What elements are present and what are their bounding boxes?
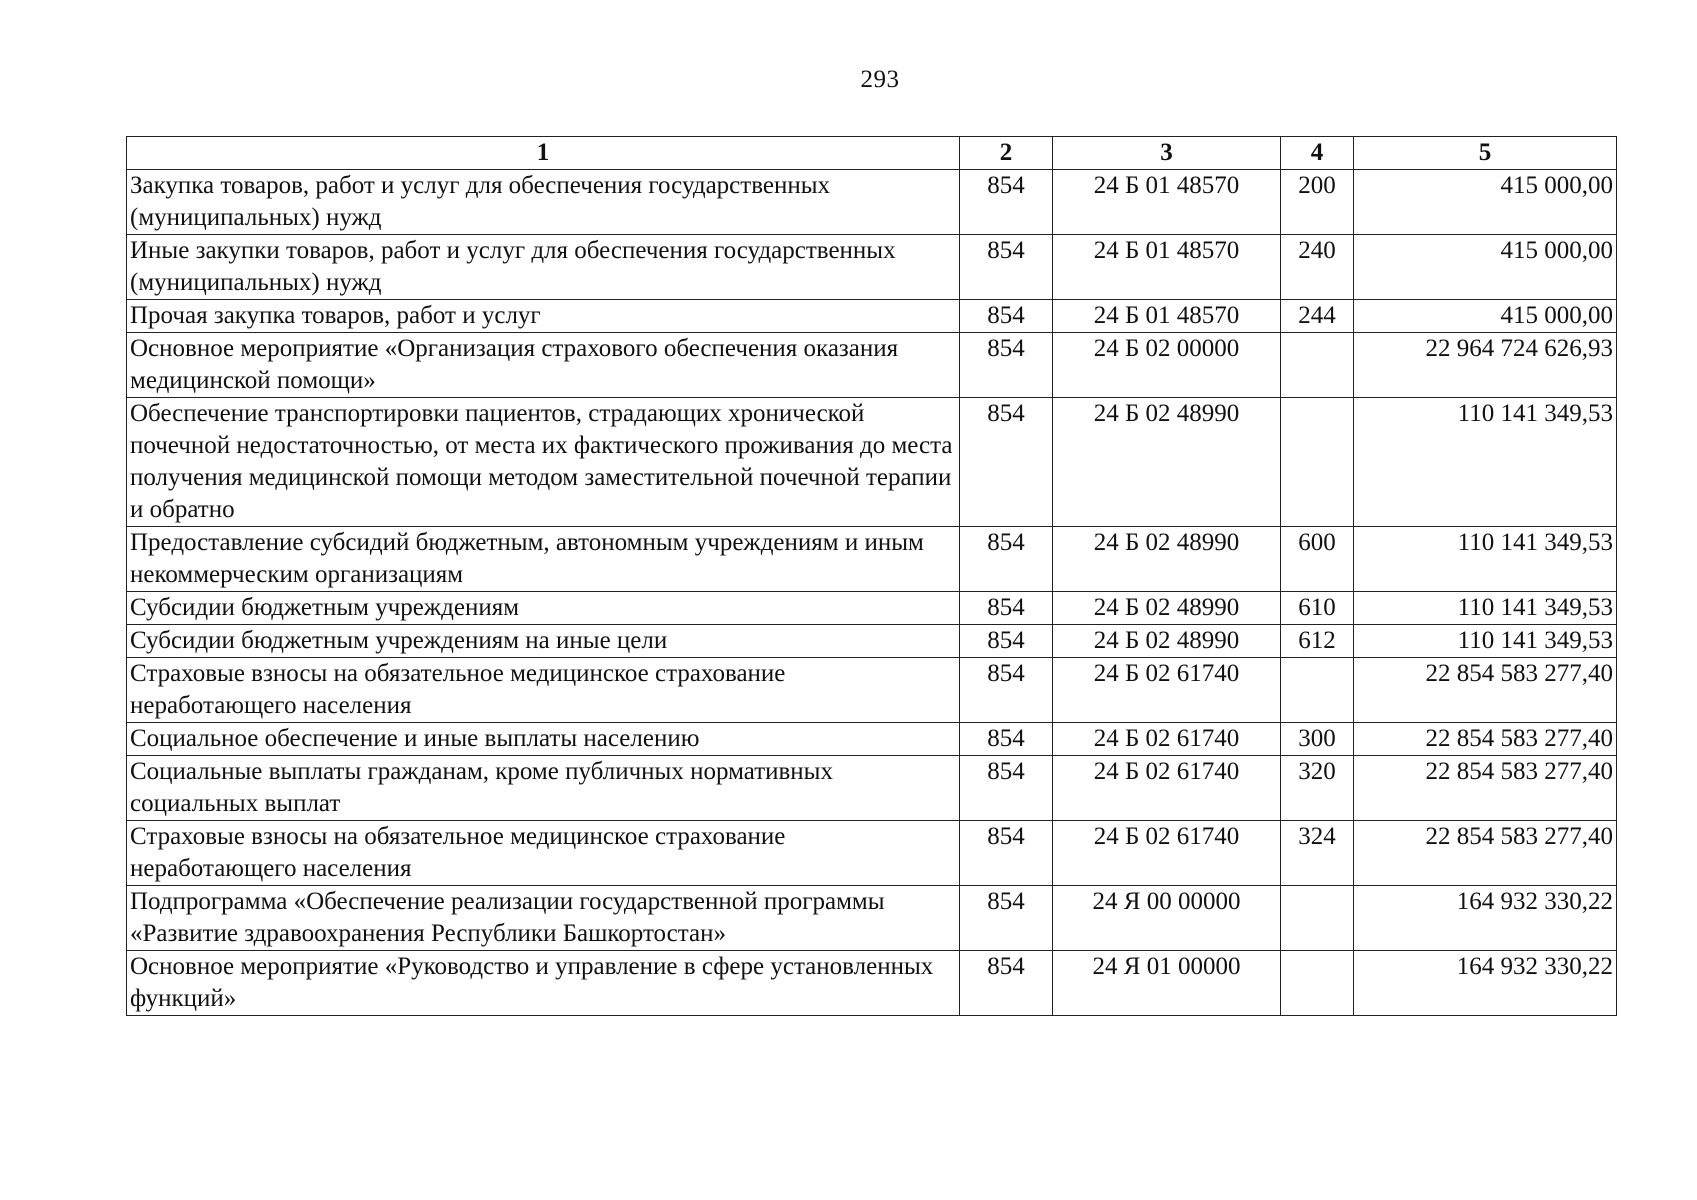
table-row	[127, 756, 1617, 821]
row-ved: 854	[960, 235, 1053, 300]
row-vr: 320	[1281, 756, 1354, 821]
row-sum: 22 854 583 277,40	[1354, 723, 1617, 756]
row-name: Субсидии бюджетным учреждениям на иные цели	[127, 625, 960, 658]
row-sum: 22 964 724 626,93	[1354, 333, 1617, 398]
row-vr: 612	[1281, 625, 1354, 658]
table-row	[127, 398, 1617, 527]
row-name: Предоставление субсидий бюджетным, автономным учреждениям и иным некоммерческим организациям	[127, 527, 960, 592]
row-csr: 24 Б 02 61740	[1053, 756, 1281, 821]
row-csr: 24 Б 01 48570	[1053, 170, 1281, 235]
header-col-3: 3	[1053, 137, 1281, 170]
table-row	[127, 333, 1617, 398]
header-col-1: 1	[127, 137, 960, 170]
row-csr: 24 Б 02 61740	[1053, 821, 1281, 886]
row-csr: 24 Б 02 48990	[1053, 592, 1281, 625]
row-sum: 164 932 330,22	[1354, 951, 1617, 1016]
row-vr: 240	[1281, 235, 1354, 300]
row-vr	[1281, 398, 1354, 527]
row-name: Закупка товаров, работ и услуг для обеспечения государственных (муниципальных) нужд	[127, 170, 960, 235]
table-row	[127, 951, 1617, 1016]
table-row	[127, 170, 1617, 235]
table-row	[127, 821, 1617, 886]
row-vr: 610	[1281, 592, 1354, 625]
row-csr: 24 Б 02 61740	[1053, 723, 1281, 756]
row-name: Социальное обеспечение и иные выплаты населению	[127, 723, 960, 756]
row-ved: 854	[960, 723, 1053, 756]
budget-table	[126, 136, 1617, 1016]
header-col-4: 4	[1281, 137, 1354, 170]
row-name: Субсидии бюджетным учреждениям	[127, 592, 960, 625]
table-row	[127, 658, 1617, 723]
row-name: Основное мероприятие «Организация страхового обеспечения оказания медицинской помощи»	[127, 333, 960, 398]
row-sum: 110 141 349,53	[1354, 592, 1617, 625]
row-vr	[1281, 333, 1354, 398]
row-sum: 415 000,00	[1354, 235, 1617, 300]
row-ved: 854	[960, 658, 1053, 723]
row-sum: 415 000,00	[1354, 300, 1617, 333]
row-csr: 24 Я 01 00000	[1053, 951, 1281, 1016]
row-sum: 110 141 349,53	[1354, 625, 1617, 658]
table-header	[127, 137, 1617, 170]
row-sum: 110 141 349,53	[1354, 527, 1617, 592]
table-row	[127, 235, 1617, 300]
row-csr: 24 Я 00 00000	[1053, 886, 1281, 951]
header-row	[127, 137, 1617, 170]
header-col-5: 5	[1354, 137, 1617, 170]
row-sum: 22 854 583 277,40	[1354, 756, 1617, 821]
row-csr: 24 Б 01 48570	[1053, 300, 1281, 333]
table-body	[127, 170, 1617, 1016]
table-row	[127, 300, 1617, 333]
row-ved: 854	[960, 886, 1053, 951]
row-name: Страховые взносы на обязательное медицинское страхование неработающего населения	[127, 821, 960, 886]
table-row	[127, 527, 1617, 592]
row-ved: 854	[960, 398, 1053, 527]
row-name: Основное мероприятие «Руководство и управление в сфере установленных функций»	[127, 951, 960, 1016]
row-name: Иные закупки товаров, работ и услуг для обеспечения государственных (муниципальных) нужд	[127, 235, 960, 300]
page-number: 293	[860, 66, 900, 93]
row-ved: 854	[960, 821, 1053, 886]
table-row	[127, 723, 1617, 756]
row-sum: 415 000,00	[1354, 170, 1617, 235]
row-vr: 324	[1281, 821, 1354, 886]
row-csr: 24 Б 01 48570	[1053, 235, 1281, 300]
row-ved: 854	[960, 300, 1053, 333]
table-row	[127, 886, 1617, 951]
row-sum: 164 932 330,22	[1354, 886, 1617, 951]
row-ved: 854	[960, 170, 1053, 235]
row-csr: 24 Б 02 48990	[1053, 527, 1281, 592]
row-csr: 24 Б 02 61740	[1053, 658, 1281, 723]
row-vr: 200	[1281, 170, 1354, 235]
table-row	[127, 625, 1617, 658]
row-sum: 22 854 583 277,40	[1354, 658, 1617, 723]
header-col-2: 2	[960, 137, 1053, 170]
row-ved: 854	[960, 951, 1053, 1016]
row-ved: 854	[960, 592, 1053, 625]
row-name: Социальные выплаты гражданам, кроме публичных нормативных социальных выплат	[127, 756, 960, 821]
row-name: Подпрограмма «Обеспечение реализации государственной программы «Развитие здравоохранения Республики Башкортостан»	[127, 886, 960, 951]
row-vr: 300	[1281, 723, 1354, 756]
row-ved: 854	[960, 333, 1053, 398]
row-vr	[1281, 886, 1354, 951]
row-name: Страховые взносы на обязательное медицинское страхование неработающего населения	[127, 658, 960, 723]
table-row	[127, 592, 1617, 625]
row-vr	[1281, 658, 1354, 723]
row-sum: 110 141 349,53	[1354, 398, 1617, 527]
row-vr: 600	[1281, 527, 1354, 592]
row-name: Обеспечение транспортировки пациентов, страдающих хронической почечной недостаточностью, от места их фактического проживания до места получения медицинской помощи методом заместительной почечной терапии и обратно	[127, 398, 960, 527]
row-csr: 24 Б 02 48990	[1053, 625, 1281, 658]
row-ved: 854	[960, 756, 1053, 821]
row-ved: 854	[960, 625, 1053, 658]
row-ved: 854	[960, 527, 1053, 592]
row-vr	[1281, 951, 1354, 1016]
row-name: Прочая закупка товаров, работ и услуг	[127, 300, 960, 333]
row-csr: 24 Б 02 48990	[1053, 398, 1281, 527]
row-csr: 24 Б 02 00000	[1053, 333, 1281, 398]
row-sum: 22 854 583 277,40	[1354, 821, 1617, 886]
row-vr: 244	[1281, 300, 1354, 333]
